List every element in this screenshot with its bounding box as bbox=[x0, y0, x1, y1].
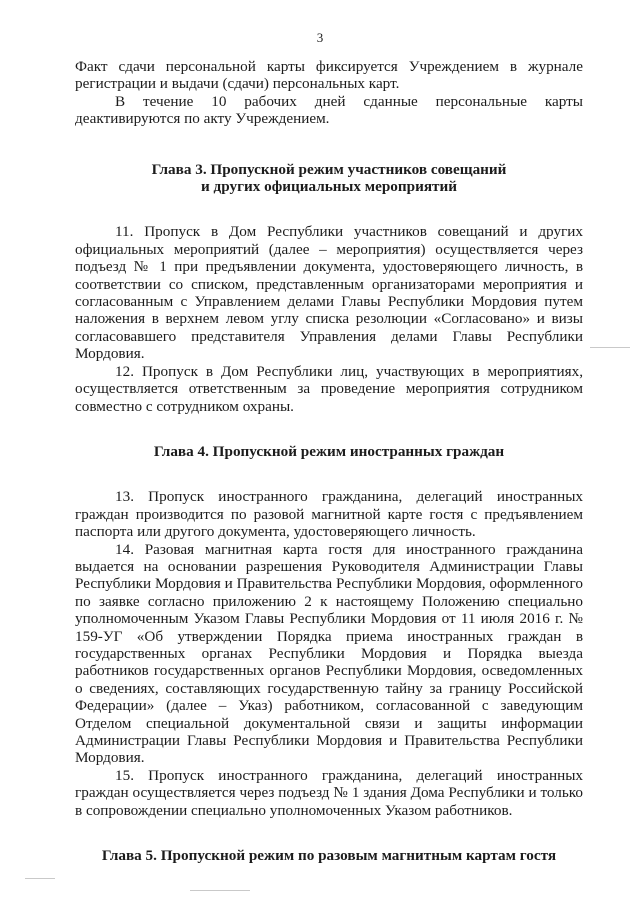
chapter-3-title-line-1: Глава 3. Пропускной режим участников совещаний bbox=[151, 160, 507, 178]
paragraph-intro-1: Факт сдачи персональной карты фиксируется Учреждением в журнале регистрации и выдачи (сдачи) персональных карт. bbox=[75, 58, 583, 93]
paragraph-intro-2: В течение 10 рабочих дней сданные персональные карты деактивируются по акту Учреждением. bbox=[75, 92, 583, 128]
paragraph-15: 15. Пропуск иностранного гражданина, делегаций иностранных граждан осуществляется через подъезд № 1 здания Дома Республики и только в сопровождении специально уполномоченных Указом работников. bbox=[75, 766, 583, 819]
page-number: 3 bbox=[316, 30, 324, 45]
scan-speck bbox=[190, 890, 250, 891]
paragraph-11: 11. Пропуск в Дом Республики участников совещаний и других официальных мероприятий (далее – мероприятия) осуществляется через подъезд № 1 при предъявлении документа, удостоверяющего личность, в соответствии со списком, представленным организаторами мероприятия и согласованным с Управлением делами Главы Республики Мордовия путем наложения в верхнем левом углу списка резолюции «Согласовано» и визы согласовавшего представителя Управления делами Главы Республики Мордовия. bbox=[75, 223, 583, 363]
document-body bbox=[75, 58, 583, 864]
chapter-3-title-line-2: и других официальных мероприятий bbox=[201, 178, 457, 196]
chapter-5-title: Глава 5. Пропускной режим по разовым магнитным картам гостя bbox=[101, 847, 557, 865]
scan-speck bbox=[25, 878, 55, 879]
scan-speck bbox=[590, 347, 630, 348]
paragraph-13: 13. Пропуск иностранного гражданина, делегаций иностранных граждан производится по разовой магнитной карте гостя с предъявлением паспорта или другого документа, удостоверяющего личность. bbox=[75, 488, 583, 541]
paragraph-14: 14. Разовая магнитная карта гостя для иностранного гражданина выдается на основании разрешения Руководителя Администрации Главы Республики Мордовия и Правительства Республики Мордовия, оформленного по заявке согласно приложению 2 к настоящему Положению специально уполномоченным Указом Главы Республики Мордовия от 11 июля 2016 г. № 159-УГ «Об утверждении Порядка приема иностранных граждан в государственных органах Республики Мордовия и Порядка выезда работников государственных органов Республики Мордовия, осведомленных о сведениях, составляющих государственную тайну за границу Российской Федерации» (далее – Указ) работником, согласованной с заведующим Отделом специальной документальной связи и защиты информации Администрации Главы Республики Мордовия и Правительства Республики Мордовия. bbox=[75, 540, 583, 767]
paragraph-12: 12. Пропуск в Дом Республики лиц, участвующих в мероприятиях, осуществляется ответственным за проведение мероприятия сотрудником совместно с сотрудником охраны. bbox=[75, 362, 583, 415]
chapter-4-title: Глава 4. Пропускной режим иностранных граждан bbox=[153, 442, 505, 460]
